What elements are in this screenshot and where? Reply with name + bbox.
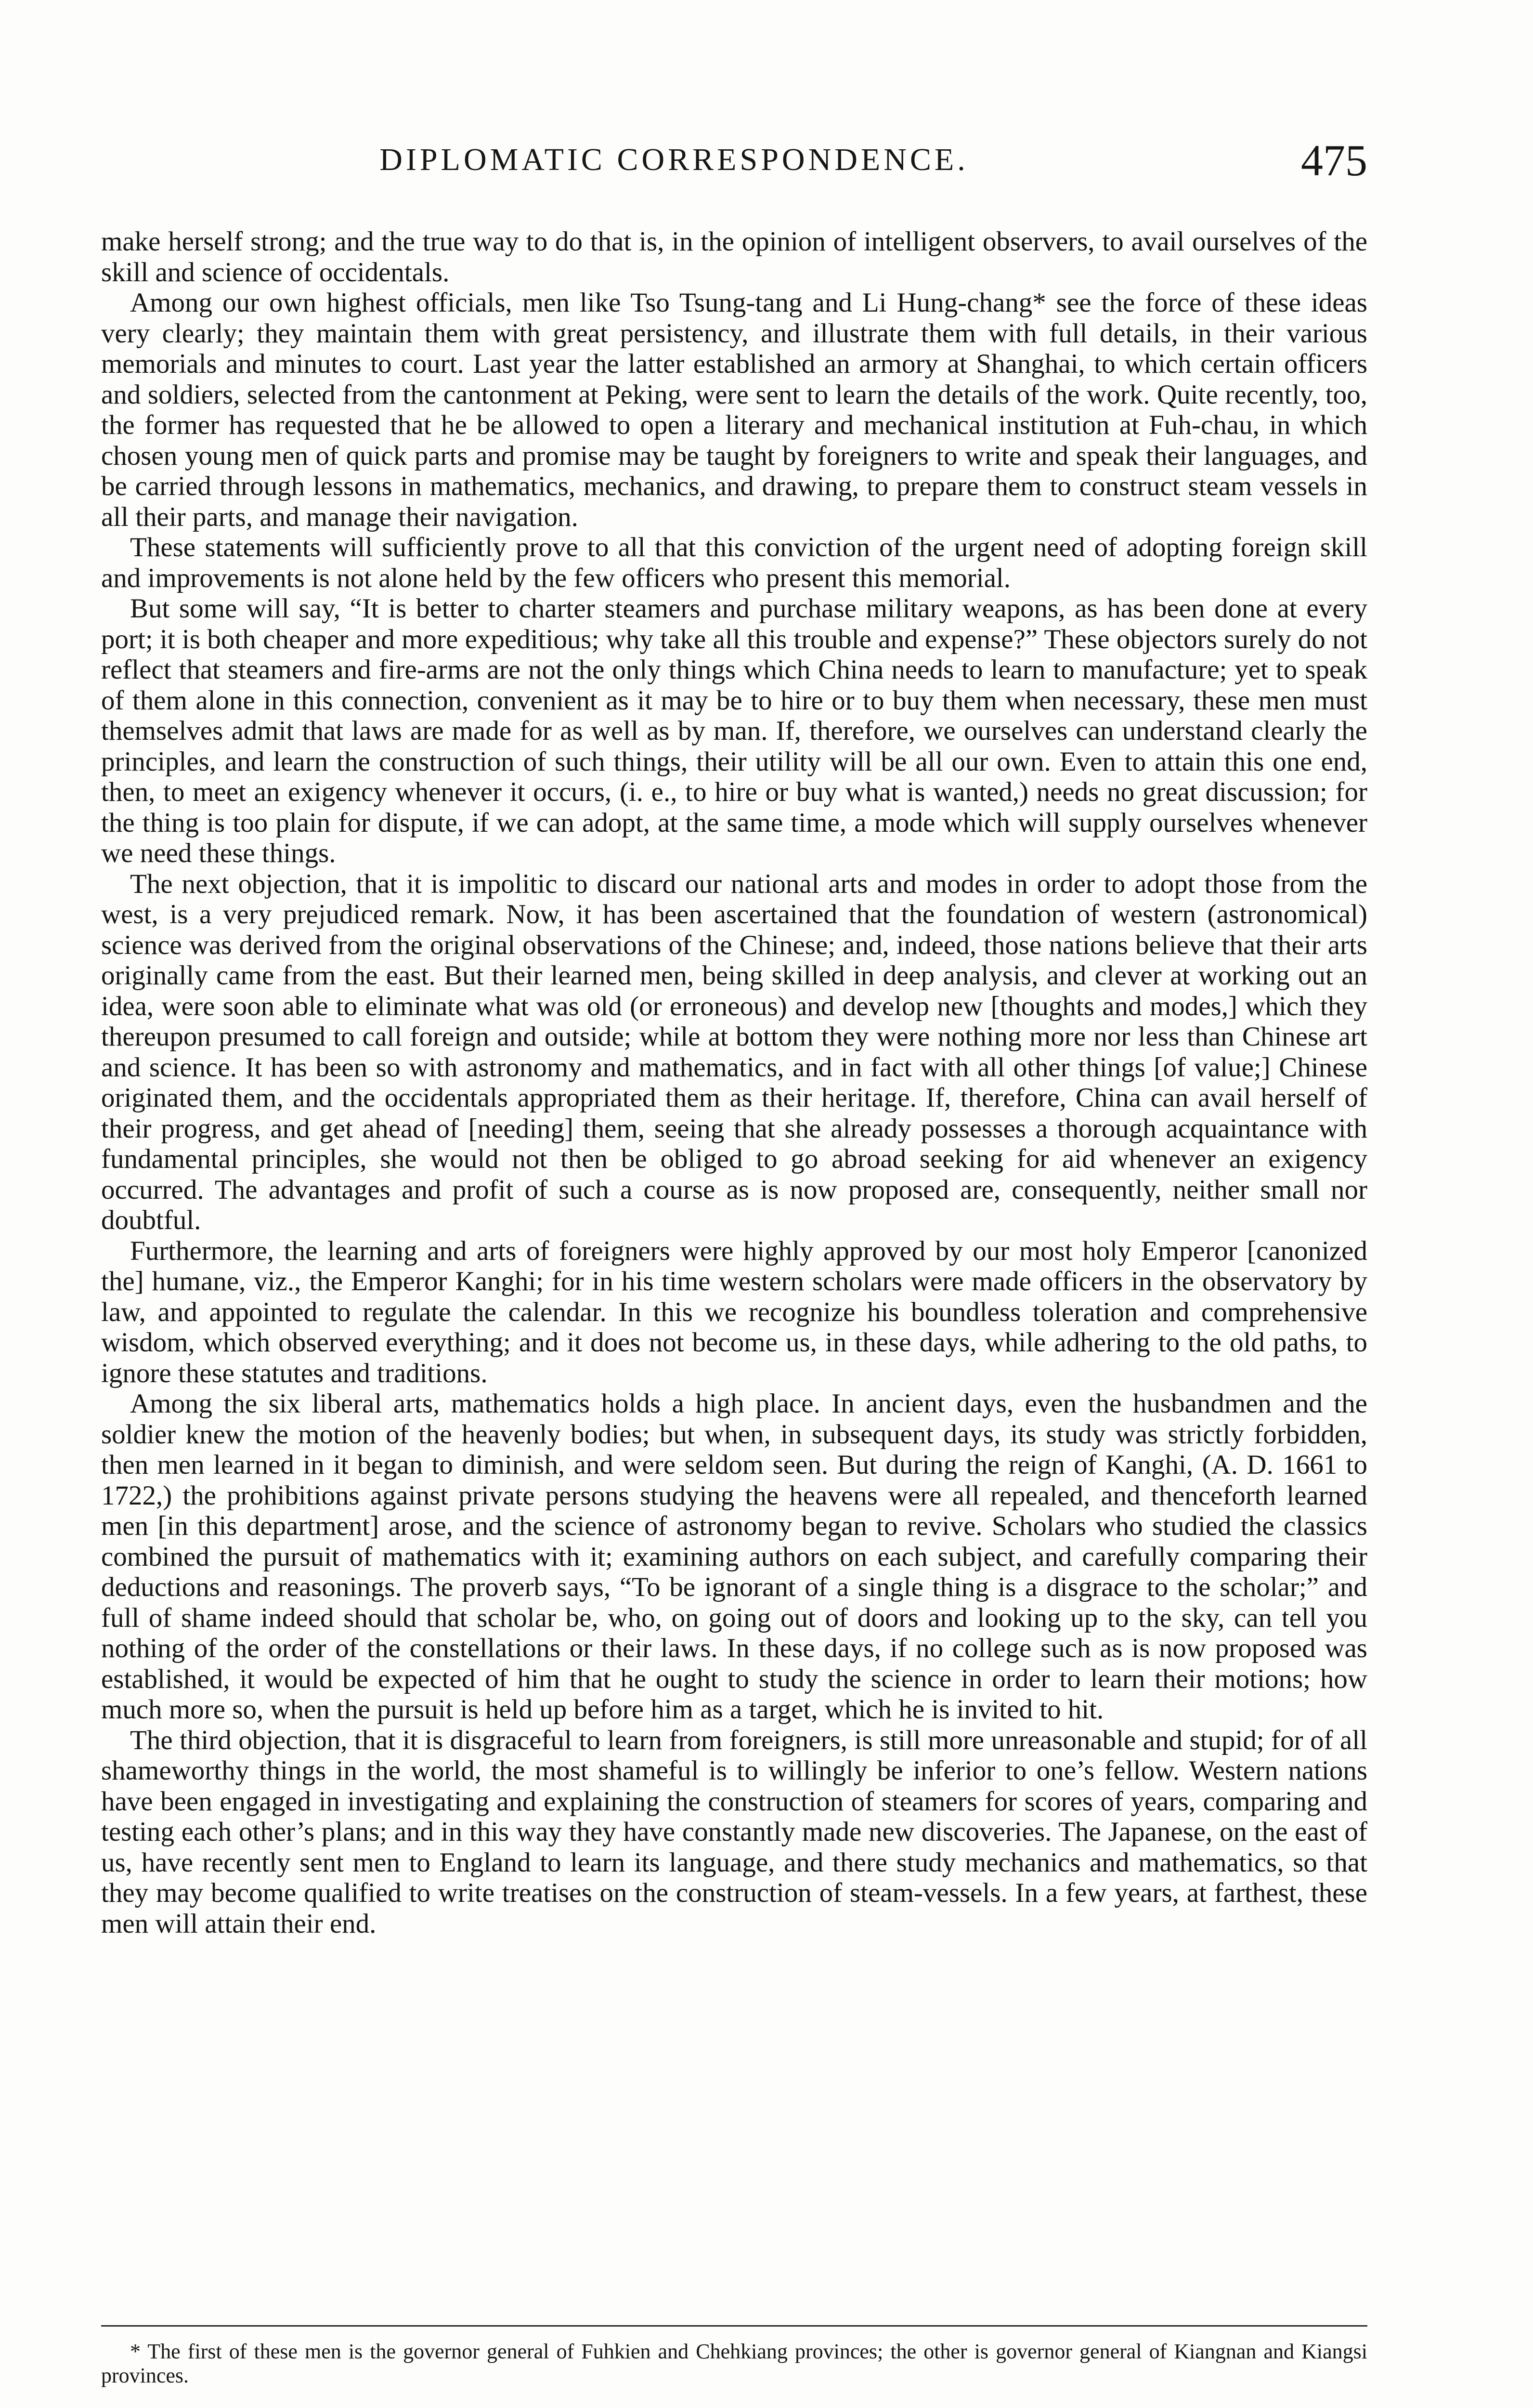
running-head — [101, 135, 1367, 193]
footnote-rule — [101, 2325, 1367, 2327]
page-number: 475 — [1301, 136, 1367, 185]
paragraph-6: Furthermore, the learning and arts of foreigners were highly approved by our most holy Emperor [canonized the] humane, viz., the Emperor Kanghi; for in his time western scholars were made officers in the observatory by law, and appointed to regulate the calendar. In this we recognize his boundless toleration and comprehensive wisdom, which observed everything; and it does not become us, in these days, while adhering to the old paths, to ignore these statutes and traditions. — [101, 1235, 1367, 1388]
paragraph-3: These statements will sufficiently prove to all that this conviction of the urgent need of adopting foreign skill and improvements is not alone held by the few officers who present this memorial. — [101, 532, 1367, 593]
paragraph-1: make herself strong; and the true way to do that is, in the opinion of intelligent observers, to avail ourselves of the skill and science of occidentals. — [101, 226, 1367, 288]
paragraph-8: The third objection, that it is disgraceful to learn from foreigners, is still more unreasonable and stupid; for of all shameworthy things in the world, the most shameful is to willingly be inferior to one’s fellow. Western nations have been engaged in investigating and explaining the construction of steamers for scores of years, comparing and testing each other’s plans; and in this way they have constantly made new discoveries. The Japanese, on the east of us, have recently sent men to England to learn its language, and there study mechanics and mathematics, so that they may become qualified to write treatises on the construction of steam-vessels. In a few years, at farthest, these men will attain their end. — [101, 1725, 1367, 1939]
paragraph-4: But some will say, “It is better to charter steamers and purchase military weapons, as has been done at every port; it is both cheaper and more expeditious; why take all this trouble and expense?” These objectors surely do not reflect that steamers and fire-arms are not the only things which China needs to learn to manufacture; yet to speak of them alone in this connection, convenient as it may be to hire or to buy them when necessary, these men must themselves admit that laws are made for as well as by man. If, therefore, we ourselves can understand clearly the principles, and learn the construction of such things, their utility will be all our own. Even to attain this one end, then, to meet an exigency whenever it occurs, (i. e., to hire or buy what is wanted,) needs no great discussion; for the thing is too plain for dispute, if we can adopt, at the same time, a mode which will supply ourselves whenever we need these things. — [101, 593, 1367, 868]
body-text — [101, 226, 1367, 1939]
paragraph-2: Among our own highest officials, men like Tso Tsung-tang and Li Hung-chang* see the force of these ideas very clearly; they maintain them with great persistency, and illustrate them with full details, in their various memorials and minutes to court. Last year the latter established an armory at Shanghai, to which certain officers and soldiers, selected from the cantonment at Peking, were sent to learn the details of the work. Quite recently, too, the former has requested that he be allowed to open a literary and mechanical institution at Fuh-chau, in which chosen young men of quick parts and promise may be taught by foreigners to write and speak their languages, and be carried through lessons in mathematics, mechanics, and drawing, to prepare them to construct steam vessels in all their parts, and manage their navigation. — [101, 288, 1367, 532]
paragraph-5: The next objection, that it is impolitic to discard our national arts and modes in order to adopt those from the west, is a very prejudiced remark. Now, it has been ascertained that the foundation of western (astronomical) science was derived from the original observations of the Chinese; and, indeed, those nations believe that their arts originally came from the east. But their learned men, being skilled in deep analysis, and clever at working out an idea, were soon able to eliminate what was old (or erroneous) and develop new [thoughts and modes,] which they thereupon presumed to call foreign and outside; while at bottom they were nothing more nor less than Chinese art and science. It has been so with astronomy and mathematics, and in fact with all other things [of value;] Chinese originated them, and the occidentals appropriated them as their heritage. If, therefore, China can avail herself of their progress, and get ahead of [needing] them, seeing that she already possesses a thorough acquaintance with fundamental principles, she would not then be obliged to go abroad seeking for aid whenever an exigency occurred. The advantages and profit of such a course as is now proposed are, consequently, neither small nor doubtful. — [101, 868, 1367, 1235]
paragraph-7: Among the six liberal arts, mathematics holds a high place. In ancient days, even the husbandmen and the soldier knew the motion of the heavenly bodies; but when, in subsequent days, its study was strictly forbidden, then men learned in it began to diminish, and were seldom seen. But during the reign of Kanghi, (A. D. 1661 to 1722,) the prohibitions against private persons studying the heavens were all repealed, and thenceforth learned men [in this department] arose, and the science of astronomy began to revive. Scholars who studied the classics combined the pursuit of mathematics with it; examining authors on each subject, and carefully comparing their deductions and reasonings. The proverb says, “To be ignorant of a single thing is a disgrace to the scholar;” and full of shame indeed should that scholar be, who, on going out of doors and looking up to the sky, can tell you nothing of the order of the constellations or their laws. In these days, if no college such as is now proposed was established, it would be expected of him that he ought to study the science in order to learn their motions; how much more so, when the pursuit is held up before him as a target, which he is invited to hit. — [101, 1388, 1367, 1725]
footnote: * The first of these men is the governor general of Fuhkien and Chehkiang provinces; the other is governor general of Kiangnan and Kiangsi provinces. — [101, 2340, 1367, 2387]
running-title: DIPLOMATIC CORRESPONDENCE. — [379, 142, 969, 177]
